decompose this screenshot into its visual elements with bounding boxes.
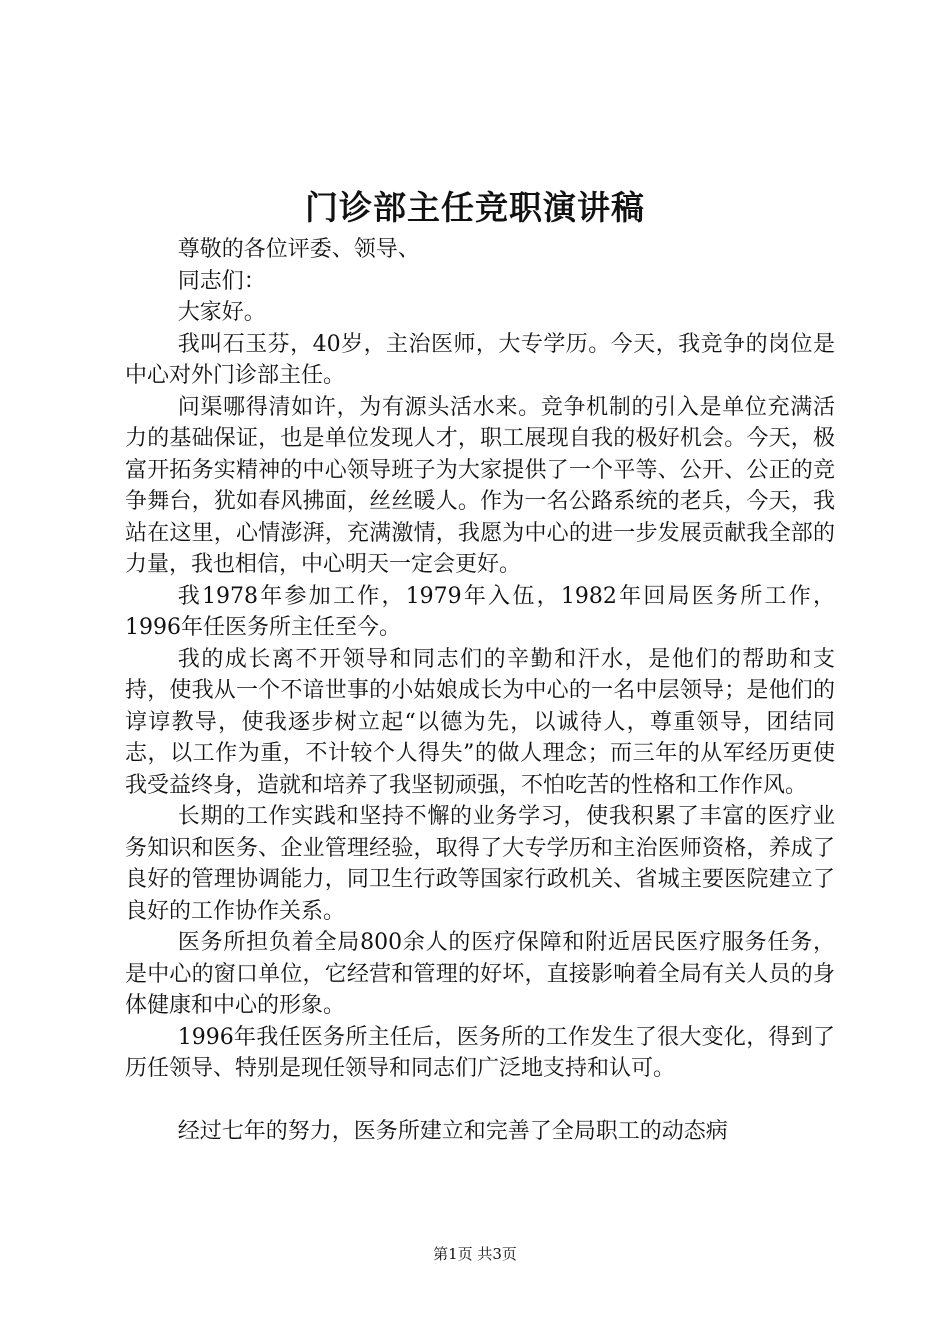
paragraph-salutation-2: 同志们： bbox=[177, 268, 266, 294]
paragraph-career-history: 我1978年参加工作，1979年入伍，1982年回局医务所工作，1996年任医务所主任至今。 bbox=[125, 583, 835, 640]
paragraph-seven-years: 经过七年的努力，医务所建立和完善了全局职工的动态病 bbox=[177, 1118, 728, 1144]
paragraph-salutation-1: 尊敬的各位评委、领导、 bbox=[177, 237, 420, 262]
paragraph-introduction: 我叫石玉芬，40岁，主治医师，大专学历。今天，我竞争的岗位是中心对外门诊部主任。 bbox=[125, 331, 835, 388]
paragraph-greeting: 大家好。 bbox=[177, 300, 266, 325]
document-title: 门诊部主任竞职演讲稿 bbox=[305, 188, 645, 227]
paragraph-growth: 我的成长离不开领导和同志们的辛勤和汗水，是他们的帮助和支持，使我从一个不谙世事的小姑娘成长为中心的一名中层领导；是他们的谆谆教导，使我逐步树立起“以德为先，以诚待人，尊重领导，团结同志，以工作为重，不计较个人得失”的做人理念；而三年的从军经历更使我受益终身，造就和培养了我坚韧顽强，不怕吃苦的性格和工作作风。 bbox=[125, 646, 835, 798]
page-footer: 第1页 共3页 bbox=[433, 1245, 517, 1263]
document-body bbox=[125, 234, 835, 1147]
paragraph-since-1996: 1996年我任医务所主任后，医务所的工作发生了很大变化，得到了历任领导、特别是现任领导和同志们广泛地支持和认可。 bbox=[125, 1024, 835, 1081]
paragraph-competition: 问渠哪得清如许，为有源头活水来。竞争机制的引入是单位充满活力的基础保证，也是单位发现人才，职工展现自我的极好机会。今天，极富开拓务实精神的中心领导班子为大家提供了一个平等、公开、公正的竞争舞台，犹如春风拂面，丝丝暖人。作为一名公路系统的老兵，今天，我站在这里，心情澎湃，充满激情，我愿为中心的进一步发展贡献我全部的力量，我也相信，中心明天一定会更好。 bbox=[125, 394, 835, 577]
paragraph-experience: 长期的工作实践和坚持不懈的业务学习，使我积累了丰富的医疗业务知识和医务、企业管理经验，取得了大专学历和主治医师资格，养成了良好的管理协调能力，同卫生行政等国家行政机关、省城主要医院建立了良好的工作协作关系。 bbox=[125, 804, 835, 924]
paragraph-clinic-duties: 医务所担负着全局800余人的医疗保障和附近居民医疗服务任务，是中心的窗口单位，它经营和管理的好坏，直接影响着全局有关人员的身体健康和中心的形象。 bbox=[125, 930, 835, 1018]
